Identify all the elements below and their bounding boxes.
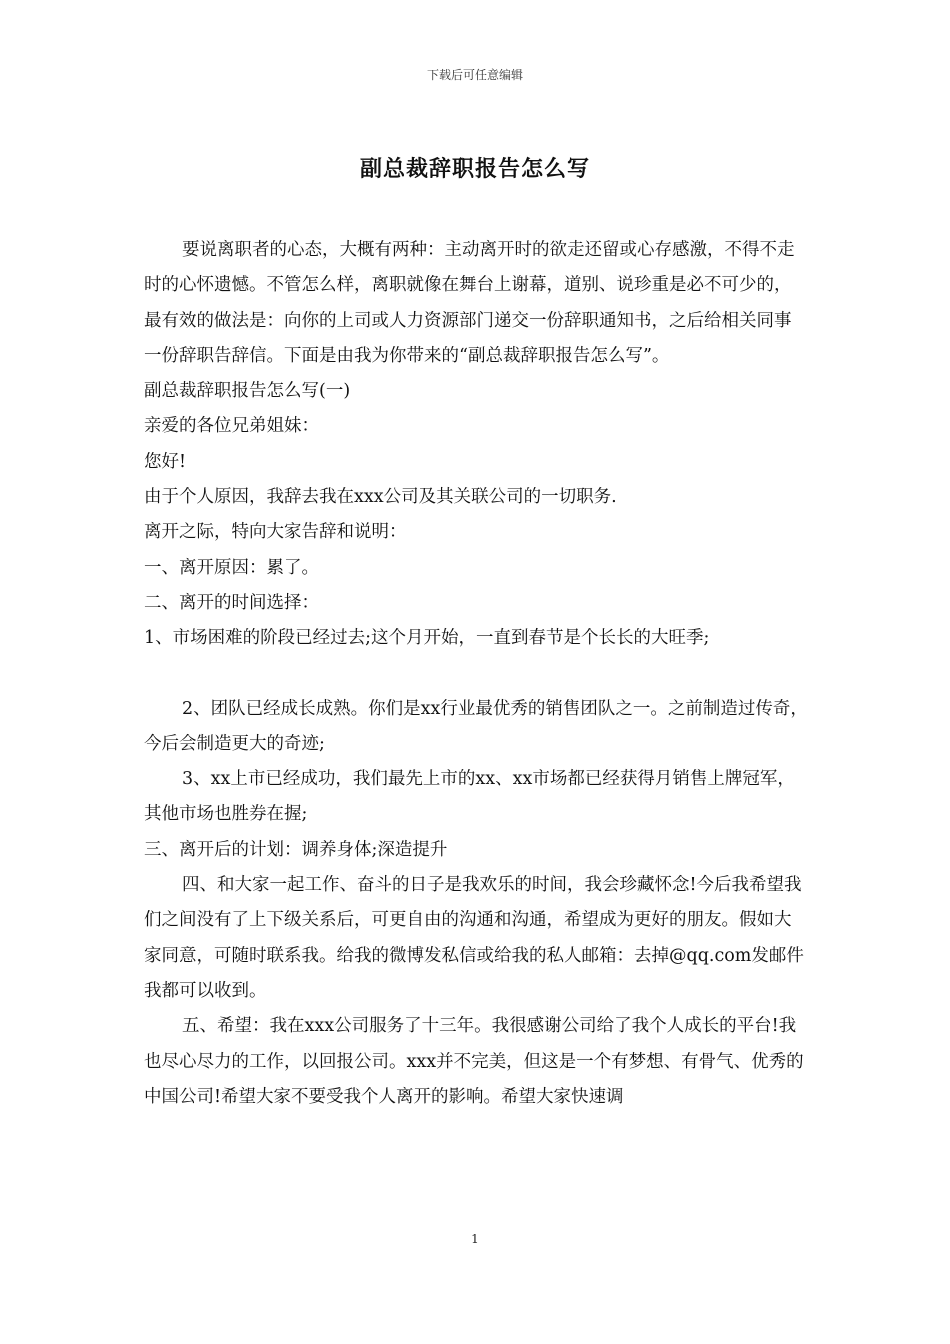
paragraph-gratitude: 四、和大家一起工作、奋斗的日子是我欢乐的时间，我会珍藏怀念!今后我希望我们之间没有了上下级关系后，可更自由的沟通和沟通，希望成为更好的朋友。假如大家同意，可随时联系我。给我的微博发私信或给我的私人邮箱：去掉@qq.com发邮件我都可以收到。: [144, 875, 804, 1001]
paragraph-greeting: 您好!: [144, 451, 187, 472]
document-body: [144, 233, 808, 1115]
paragraph-timing-point-1: 1、市场困难的阶段已经过去;这个月开始，一直到春节是个长长的大旺季;: [144, 628, 710, 649]
paragraph-plan: 三、离开后的计划：调养身体;深造提升: [144, 839, 448, 860]
page-number: 1: [471, 1232, 479, 1246]
paragraph-resignation: 由于个人原因，我辞去我在xxx公司及其关联公司的一切职务.: [144, 487, 617, 508]
paragraph-reason: 一、离开原因：累了。: [144, 557, 319, 578]
paragraph-timing-point-2: 2、团队已经成长成熟。你们是xx行业最优秀的销售团队之一。之前制造过传奇，今后会制造更大的奇迹;: [144, 698, 808, 754]
paragraph-timing-point-3: 3、xx上市已经成功，我们最先上市的xx、xx市场都已经获得月销售上牌冠军，其他市场也胜券在握;: [144, 769, 795, 825]
document-title: 副总裁辞职报告怎么写: [359, 156, 590, 182]
header-note: 下载后可任意编辑: [426, 68, 523, 82]
paragraph-salutation: 亲爱的各位兄弟姐妹：: [144, 416, 319, 437]
paragraph-intro: 要说离职者的心态，大概有两种：主动离开时的欲走还留或心存感激，不得不走时的心怀遗憾。不管怎么样，离职就像在舞台上谢幕，道别、说珍重是必不可少的，最有效的做法是：向你的上司或人力资源部门递交一份辞职通知书，之后给相关同事一份辞职告辞信。下面是由我为你带来的“副总裁辞职报告怎么写”。: [144, 240, 795, 366]
paragraph-hope: 五、希望：我在xxx公司服务了十三年。我很感谢公司给了我个人成长的平台!我也尽心尽力的工作，以回报公司。xxx并不完美，但这是一个有梦想、有骨气、优秀的中国公司!希望大家不要受我个人离开的影响。希望大家快速调: [144, 1016, 804, 1107]
paragraph-subtitle: 副总裁辞职报告怎么写(一): [144, 381, 351, 402]
paragraph-farewell: 离开之际，特向大家告辞和说明：: [144, 522, 407, 543]
paragraph-gap: [144, 657, 808, 692]
paragraph-timing: 二、离开的时间选择：: [144, 592, 319, 613]
